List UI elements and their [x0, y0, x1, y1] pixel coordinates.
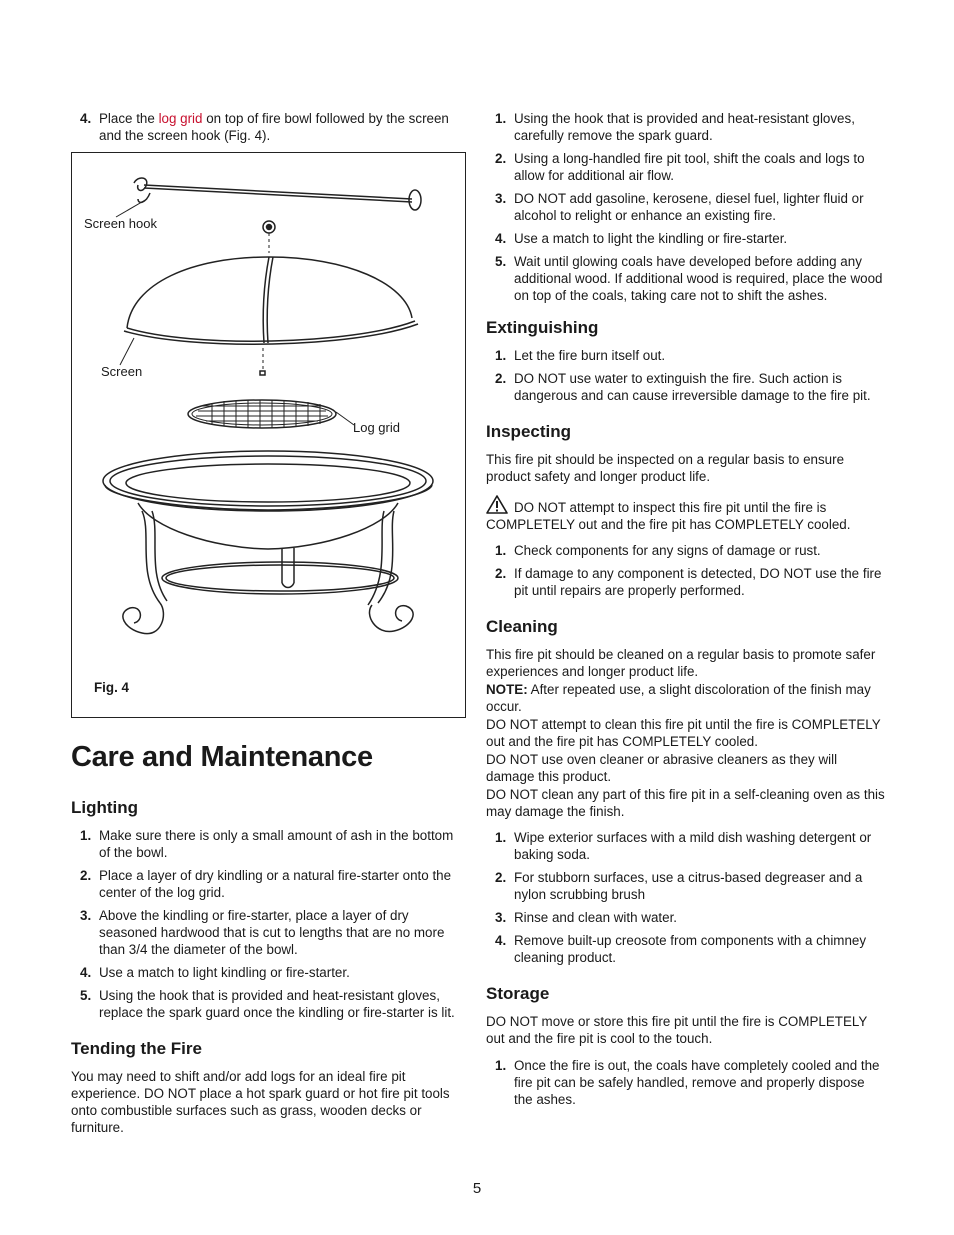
step-number: 2. [495, 371, 507, 386]
extinguishing-section [486, 318, 886, 404]
warning-triangle-icon [486, 495, 508, 514]
step-text: Use a match to light kindling or fire-starter. [99, 965, 350, 980]
lighting-section [71, 798, 466, 1021]
inspecting-warning [486, 495, 886, 533]
step-number: 1. [495, 348, 507, 363]
lighting-step [71, 964, 466, 981]
step-number: 2. [495, 151, 507, 166]
step-text: Once the fire is out, the coals have completely cooled and the fire pit can be safely handled, remove and properly dispose the ashes. [514, 1058, 880, 1107]
cleaning-step-list [486, 829, 886, 966]
lighting-step [71, 907, 466, 958]
step-number: 3. [495, 910, 507, 925]
lighting-step [71, 827, 466, 861]
extinguishing-heading: Extinguishing [486, 318, 599, 337]
inspecting-heading: Inspecting [486, 422, 572, 441]
lighting-step [71, 867, 466, 901]
page-title: Care and Maintenance [71, 741, 373, 773]
inspecting-step [486, 542, 886, 559]
screen-knob-drawing [263, 221, 275, 253]
extinguishing-step-list [486, 347, 886, 404]
log-grid-drawing [188, 400, 336, 428]
note-label: NOTE: [486, 682, 528, 697]
step-text: DO NOT use water to extinguish the fire. Such action is dangerous and can cause irreversible damage to the fire pit. [514, 371, 871, 403]
step-number: 4. [495, 933, 507, 948]
step-text: Check components for any signs of damage or rust. [514, 543, 821, 558]
step-number: 2. [80, 868, 92, 883]
step-text: Using a long-handled fire pit tool, shift the coals and logs to allow for additional air flow. [514, 151, 865, 183]
step-text: Using the hook that is provided and heat-resistant gloves, carefully remove the spark guard. [514, 111, 855, 143]
fire-pit-exploded-diagram [72, 153, 465, 717]
storage-heading: Storage [486, 984, 550, 1003]
cleaning-step [486, 869, 886, 903]
assembly-step-4 [71, 110, 466, 144]
assembly-step-list [71, 110, 466, 144]
cleaning-section [486, 617, 886, 966]
tending-step [486, 110, 886, 144]
step-text: Wipe exterior surfaces with a mild dish washing detergent or baking soda. [514, 830, 872, 862]
step-number: 1. [495, 1058, 507, 1073]
step-text: Rinse and clean with water. [514, 910, 678, 925]
step-text: Place a layer of dry kindling or a natural fire-starter onto the center of the log grid. [99, 868, 452, 900]
step-text: Using the hook that is provided and heat-resistant gloves, replace the spark guard once the kindling or fire-starter is lit. [99, 988, 455, 1020]
extinguishing-step [486, 347, 886, 364]
tending-step-list [486, 110, 886, 304]
step-text: Wait until glowing coals have developed before adding any additional wood. If additional wood is required, place the wood on top of the coals, taking care not to shift the ashes. [514, 254, 883, 303]
step-number: 1. [495, 830, 507, 845]
log-grid-highlight: log grid [158, 111, 203, 126]
cleaning-step [486, 829, 886, 863]
lighting-heading: Lighting [71, 798, 139, 817]
step-text-after: on top of fire bowl followed by the screen and the screen hook (Fig. 4). [99, 111, 449, 143]
step-number: 5. [80, 988, 92, 1003]
cleaning-body-4: DO NOT clean any part of this fire pit in a self-cleaning oven as this may damage the finish. [486, 787, 885, 819]
step-text: DO NOT add gasoline, kerosene, diesel fuel, lighter fluid or alcohol to relight or enhance an existing fire. [514, 191, 864, 223]
step-number: 1. [495, 543, 507, 558]
storage-step-list [486, 1057, 886, 1108]
screen-label: Screen [101, 364, 143, 379]
right-column [486, 110, 886, 1126]
step-text: Make sure there is only a small amount of ash in the bottom of the bowl. [99, 828, 454, 860]
screen-hook-label: Screen hook [84, 216, 157, 231]
inspecting-section [486, 422, 886, 599]
cleaning-body-2: DO NOT attempt to clean this fire pit until the fire is COMPLETELY out and the fire pit has COMPLETELY cooled. [486, 717, 881, 749]
step-number: 1. [80, 828, 92, 843]
step-text-before: Place the [99, 111, 159, 126]
extinguishing-step [486, 370, 886, 404]
inspecting-body: This fire pit should be inspected on a regular basis to ensure product safety and longer product life. [486, 452, 845, 484]
step-text: If damage to any component is detected, DO NOT use the fire pit until repairs are properly performed. [514, 566, 882, 598]
cleaning-step [486, 932, 886, 966]
step-number: 4. [495, 231, 507, 246]
log-grid-label: Log grid [353, 420, 400, 435]
tending-step [486, 190, 886, 224]
cleaning-heading: Cleaning [486, 617, 558, 636]
lighting-step [71, 987, 466, 1021]
left-column [71, 110, 466, 1154]
step-number: 4. [80, 111, 92, 126]
step-number: 1. [495, 111, 507, 126]
warning-text: DO NOT attempt to inspect this fire pit until the fire is COMPLETELY out and the fire pit has COMPLETELY cooled. [486, 500, 851, 532]
tending-heading: Tending the Fire [71, 1039, 202, 1058]
inspecting-step [486, 565, 886, 599]
step-text: For stubborn surfaces, use a citrus-based degreaser and a nylon scrubbing brush [514, 870, 863, 902]
step-number: 4. [80, 965, 92, 980]
screen-dome-drawing [124, 257, 418, 375]
fire-bowl-drawing [103, 451, 433, 634]
tending-body: You may need to shift and/or add logs for an ideal fire pit experience. DO NOT place a hot spark guard or hot fire pit tools onto combustible surfaces such as grass, wooden decks or furniture. [71, 1069, 450, 1135]
storage-body: DO NOT move or store this fire pit until the fire is COMPLETELY out and the fire pit is cool to the touch. [486, 1014, 868, 1046]
tending-section [71, 1039, 466, 1136]
page-number: 5 [472, 1180, 482, 1197]
step-number: 5. [495, 254, 507, 269]
cleaning-step [486, 909, 886, 926]
inspecting-step-list [486, 542, 886, 599]
tending-step [486, 230, 886, 247]
step-number: 2. [495, 566, 507, 581]
lighting-step-list [71, 827, 466, 1021]
tending-step [486, 253, 886, 304]
figure-4 [71, 152, 466, 718]
step-number: 2. [495, 870, 507, 885]
figure-caption: Fig. 4 [94, 680, 129, 695]
step-text: Remove built-up creosote from components with a chimney cleaning product. [514, 933, 867, 965]
step-number: 3. [495, 191, 507, 206]
cleaning-body-1: This fire pit should be cleaned on a regular basis to promote safer experiences and longer product life. [486, 647, 876, 679]
note-text: After repeated use, a slight discoloration of the finish may occur. [486, 682, 871, 714]
step-text: Use a match to light the kindling or fire-starter. [514, 231, 788, 246]
step-number: 3. [80, 908, 92, 923]
step-text: Above the kindling or fire-starter, place a layer of dry seasoned hardwood that is cut to lengths that are no more than 3/4 the diameter of the bowl. [99, 908, 445, 957]
storage-step [486, 1057, 886, 1108]
cleaning-body-3: DO NOT use oven cleaner or abrasive cleaners as they will damage this product. [486, 752, 838, 784]
tending-step [486, 150, 886, 184]
step-text: Let the fire burn itself out. [514, 348, 666, 363]
storage-section [486, 984, 886, 1108]
screen-hook-drawing [134, 178, 421, 210]
cleaning-note [486, 681, 886, 715]
